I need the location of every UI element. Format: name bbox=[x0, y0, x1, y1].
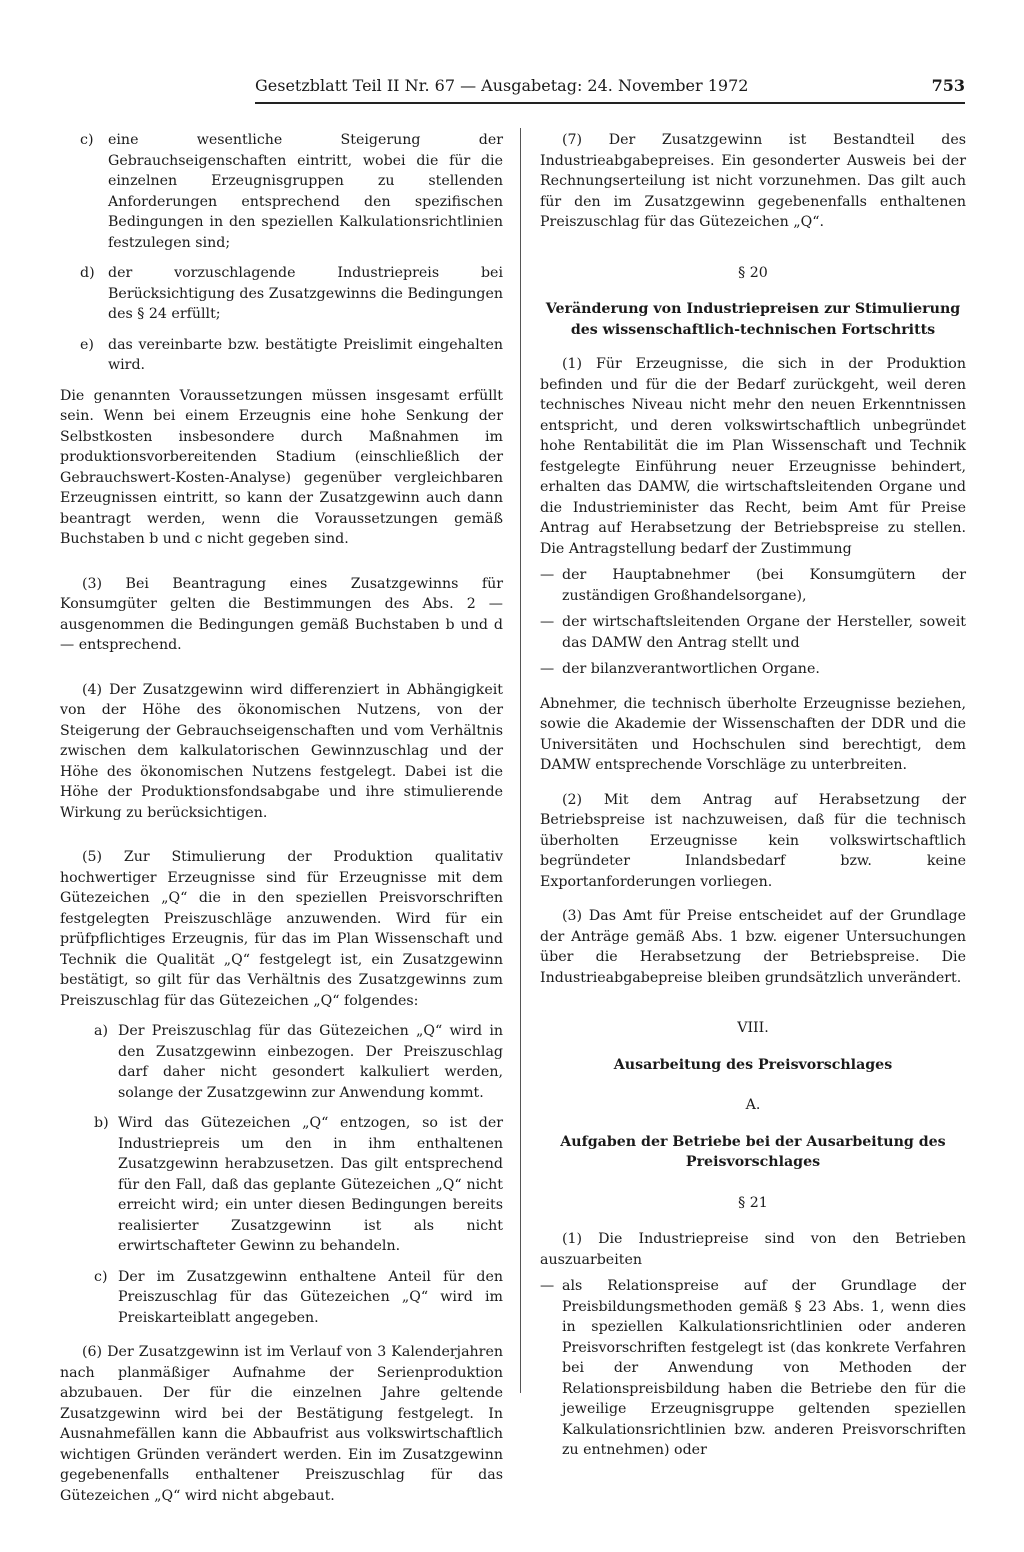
sub-item-a bbox=[60, 1021, 503, 1103]
paragraph-7: (7) Der Zusatzgewinn ist Bestandteil des Industrieabgabepreises. Ein gesonderter Ausweis bei der Rechnungserteilung ist nicht vorzunehmen. Das gilt auch für den im Zusatzgewinn gegebenenfalls enthaltenen Preiszuschlag für das Gütezeichen „Q“. bbox=[540, 132, 966, 230]
item-label: c) bbox=[80, 132, 94, 148]
paragraph-4: (4) Der Zusatzgewinn wird differenziert in Abhängigkeit von der Höhe des ökonomischen Nutzens, von der Steigerung der Gebrauchseigenschaften und vom Verhältnis zwischen dem kalkulatorischen Gewinnzuschlag und der Höhe des ökonomischen Nutzens festgelegt. Dabei ist die Höhe der Produktionsfondsabgabe und ihre stimulierende Wirkung zu berücksichtigen. bbox=[60, 681, 503, 821]
sub-item-c bbox=[60, 1267, 503, 1329]
section-21-paragraph-1: (1) Die Industriepreise sind von den Betrieben auszuarbeiten bbox=[540, 1231, 966, 1268]
list-item-e bbox=[60, 335, 503, 376]
dash-text: der bilanzverantwortlichen Organe. bbox=[562, 661, 820, 677]
item-label: a) bbox=[94, 1023, 108, 1039]
section-20-abnehmer: Abnehmer, die technisch überholte Erzeugnisse beziehen, sowie die Akademie der Wissenschaften der DDR und die Universitäten und Hochschulen sind berechtigt, dem DAMW entsprechende Vorschläge zu unterbreiten. bbox=[540, 695, 966, 773]
section-20-paragraph-3: (3) Das Amt für Preise entscheidet auf der Grundlage der Anträge gemäß Abs. 1 bzw. eigener Untersuchungen über die Herabsetzung der Betriebspreise. Die Industrieabgabepreise bleiben grundsätzlich unverändert. bbox=[540, 908, 966, 986]
section-a-label: A. bbox=[745, 1097, 761, 1113]
list-item-c bbox=[60, 130, 503, 253]
list-item-dash-3 bbox=[540, 659, 966, 680]
list-item-dash-2 bbox=[540, 612, 966, 653]
section-a-title: Aufgaben der Betriebe bei der Ausarbeitung des Preisvorschlages bbox=[560, 1133, 946, 1170]
column-divider bbox=[520, 128, 521, 1393]
dash-label: — bbox=[540, 567, 555, 583]
dash-text: als Relationspreise auf der Grundlage der Preisbildungsmethoden gemäß § 23 Abs. 1, wenn dies in speziellen Kalkulationsrichtlinien oder anderen Preisvorschriften festgelegt ist (das konkrete Verfahren bei der Anwendung von Methoden der Relationspreisbildung haben die Betriebe den für die jeweilige Erzeugnisgruppe geltenden speziellen Kalkulationsrichtlinien bzw. anderen Preisvorschriften zu entnehmen) oder bbox=[562, 1278, 966, 1458]
paragraph-6: (6) Der Zusatzgewinn ist im Verlauf von 3 Kalenderjahren nach planmäßiger Aufnahme der Serienproduktion abzubauen. Der für die einzelnen Jahre geltende Zusatzgewinn wird bei der Bestätigung festgelegt. In Ausnahmefällen kann die Abbaufrist aus volkswirtschaftlich wichtigen Gründen verändert werden. Ein im Zusatzgewinn gegebenenfalls enthaltener Preiszuschlag für das Gütezeichen „Q“ wird nicht abgebaut. bbox=[60, 1344, 503, 1504]
sub-item-b bbox=[60, 1113, 503, 1257]
paragraph-3: (3) Bei Beantragung eines Zusatzgewinns für Konsumgüter gelten die Bestimmungen des Abs. 2 — ausgenommen die Bedingungen gemäß Buchstaben b und d — entsprechend. bbox=[60, 575, 503, 653]
list-item-dash-1 bbox=[540, 565, 966, 606]
header-rule bbox=[255, 102, 965, 104]
item-label: d) bbox=[80, 265, 95, 281]
chapter-title: Ausarbeitung des Preisvorschlages bbox=[613, 1056, 893, 1073]
section-21-number: § 21 bbox=[738, 1194, 768, 1211]
dash-label: — bbox=[540, 1278, 555, 1294]
chapter-number: VIII. bbox=[737, 1020, 769, 1036]
page-number: 753 bbox=[931, 76, 965, 95]
item-text: Der Preiszuschlag für das Gütezeichen „Q“ wird in den Zusatzgewinn einbezogen. Der Preiszuschlag darf daher nicht gesondert kalkuliert werden, solange der Zusatzgewinn zur Anwendung kommt. bbox=[118, 1023, 503, 1101]
section-20-heading: Veränderung von Industriepreisen zur Stimulierung des wissenschaftlich-technischen Fortschritts bbox=[545, 301, 961, 338]
item-label: b) bbox=[94, 1115, 109, 1131]
page-header bbox=[255, 76, 965, 104]
left-column bbox=[60, 130, 503, 1506]
paragraph-5: (5) Zur Stimulierung der Produktion qualitativ hochwertiger Erzeugnisse sind für Erzeugnisse mit dem Gütezeichen „Q“ die in den speziellen Preisvorschriften festgelegten Preiszuschläge anzuwenden. Wird für ein prüfpflichtiges Erzeugnis, für das im Plan Wissenschaft und Technik die Qualität „Q“ festgelegt ist, ein Zusatzgewinn bestätigt, so gilt für das Verhältnis des Zusatzgewinns zum Preiszuschlag für das Gütezeichen „Q“ folgendes: bbox=[60, 849, 503, 1009]
item-text: Der im Zusatzgewinn enthaltene Anteil für den Preiszuschlag für das Gütezeichen „Q“ wird im Preiskarteiblatt angegeben. bbox=[118, 1268, 503, 1326]
item-label: e) bbox=[80, 336, 94, 353]
section-20-number: § 20 bbox=[738, 264, 768, 281]
paragraph-conditions: Die genannten Voraussetzungen müssen insgesamt erfüllt sein. Wenn bei einem Erzeugnis eine hohe Senkung der Selbstkosten insbesondere durch Maßnahmen im produktionsvorbereitenden Stadium (einschließlich der Gebrauchswert-Kosten-Analyse) gegenüber vergleichbaren Erzeugnissen eintritt, so kann der Zusatzgewinn auch dann beantragt werden, wenn die Voraussetzungen gemäß Buchstaben b und c nicht gegeben sind. bbox=[60, 387, 503, 547]
section-20-paragraph-1: (1) Für Erzeugnisse, die sich in der Produktion befinden und für die der Bedarf zurückgeht, weil deren technisches Niveau nicht mehr den neuen Erkenntnissen entspricht, und deren volkswirtschaftlich unbegründet hohe Rentabilität die im Plan Wissenschaft und Technik festgelegte Einführung neuer Erzeugnisse behindert, erhalten das DAMW, die wirtschaftsleitenden Organe und die Industrieminister das Recht, beim Amt für Preise Antrag auf Herabsetzung der Betriebspreise zu stellen. Die Antragstellung bedarf der Zustimmung bbox=[540, 356, 966, 557]
dash-label: — bbox=[540, 614, 555, 630]
item-text: der vorzuschlagende Industriepreis bei Berücksichtigung des Zusatzgewinns die Bedingungen des § 24 erfüllt; bbox=[108, 265, 503, 322]
item-text: eine wesentliche Steigerung der Gebrauchseigenschaften eintritt, wobei die für die einzelnen Erzeugnisgruppen zu stellenden Anforderungen entsprechend den spezifischen Bedingungen in den speziellen Kalkulationsrichtlinien festzulegen sind; bbox=[108, 132, 503, 251]
header-title: Gesetzblatt Teil II Nr. 67 — Ausgabetag: 24. November 1972 bbox=[255, 76, 749, 95]
dash-label: — bbox=[540, 661, 555, 677]
item-text: Wird das Gütezeichen „Q“ entzogen, so ist der Industriepreis um den in ihm enthaltenen Zusatzgewinn herabzusetzen. Das gilt entsprechend für den Fall, daß das geplante Gütezeichen „Q“ nicht erreicht wird; ein unter diesen Bedingungen bereits realisierter Zusatzgewinn ist als nicht erwirtschafteter Gewinn zu behandeln. bbox=[118, 1115, 503, 1254]
dash-text: der wirtschaftsleitenden Organe der Hersteller, soweit das DAMW den Antrag stellt und bbox=[562, 614, 966, 651]
list-item-dash-relationspreise bbox=[540, 1276, 966, 1461]
list-item-d bbox=[60, 263, 503, 325]
item-label: c) bbox=[94, 1268, 108, 1285]
dash-text: der Hauptabnehmer (bei Konsumgütern der zuständigen Großhandelsorgane), bbox=[562, 567, 966, 604]
section-20-paragraph-2: (2) Mit dem Antrag auf Herabsetzung der Betriebspreise ist nachzuweisen, daß für die technisch überholten Erzeugnisse kein volkswirtschaftlich begründeter Inlandsbedarf bzw. keine Exportanforderungen vorliegen. bbox=[540, 791, 966, 890]
right-column bbox=[540, 130, 966, 1461]
item-text: das vereinbarte bzw. bestätigte Preislimit eingehalten wird. bbox=[108, 336, 503, 373]
